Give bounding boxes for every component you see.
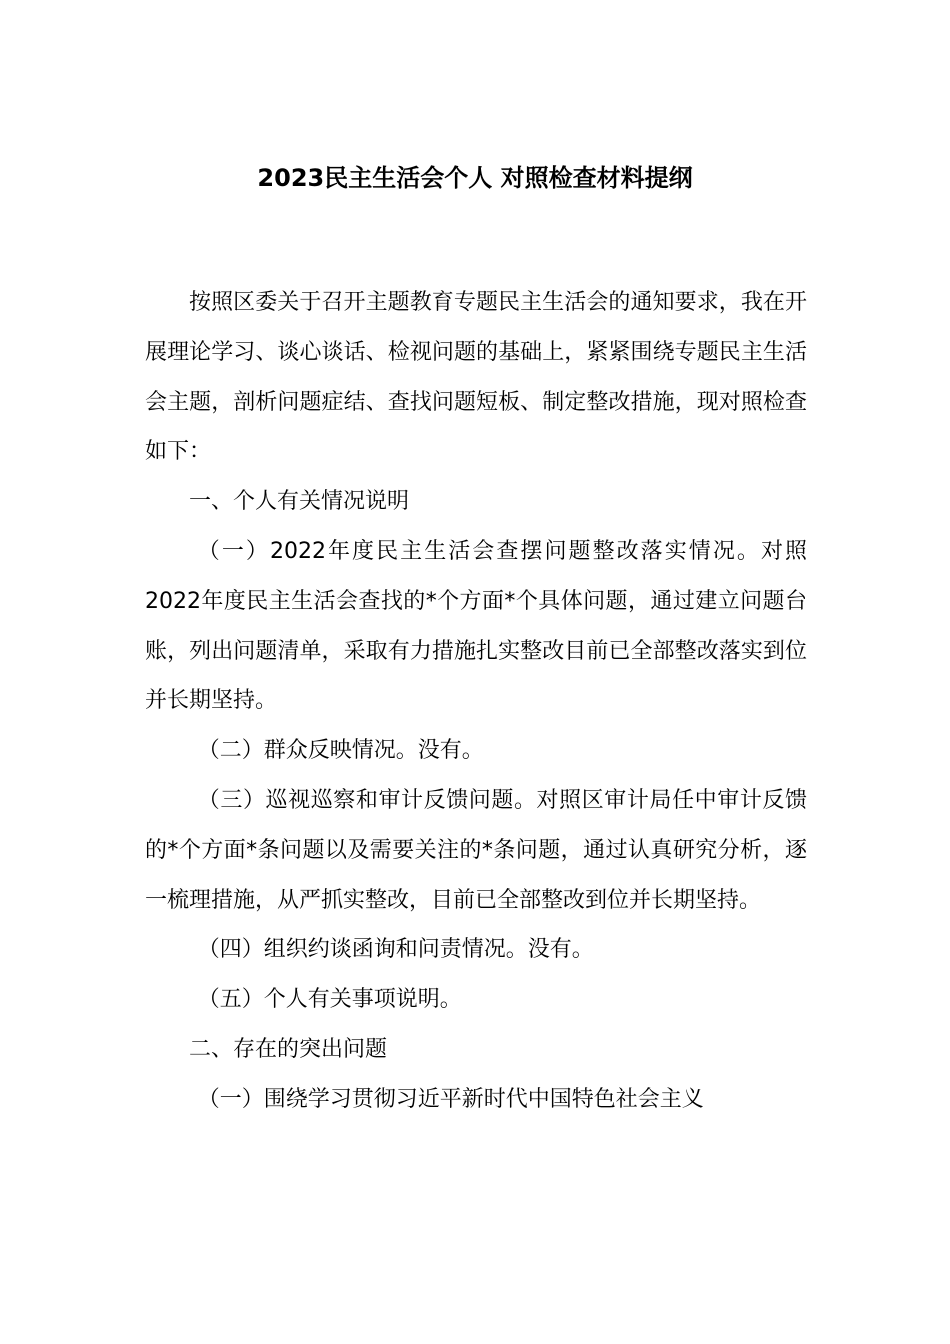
subsection-1-3: （三）巡视巡察和审计反馈问题。对照区审计局任中审计反馈的*个方面*条问题以及需要关注的*条问题，通过认真研究分析，逐一梳理措施，从严抓实整改，目前已全部整改到位并长期坚持。 (145, 787, 807, 913)
subsection-1-4: （四）组织约谈函询和问责情况。没有。 (197, 937, 594, 963)
paragraph-intro: 按照区委关于召开主题教育专题民主生活会的通知要求，我在开展理论学习、谈心谈话、检视问题的基础上，紧紧围绕专题民主生活会主题，剖析问题症结、查找问题短板、制定整改措施，现对照检查如下： (145, 290, 807, 465)
section-heading-1: 一、个人有关情况说明 (189, 489, 410, 515)
document-body (145, 278, 807, 1125)
section-heading-2: 二、存在的突出问题 (189, 1036, 388, 1062)
subsection-1-5: （五）个人有关事项说明。 (197, 987, 462, 1013)
subsection-1-1: （一）2022年度民主生活会查摆问题整改落实情况。对照2022年度民主生活会查找的*个方面*个具体问题，通过建立问题台账，列出问题清单，采取有力措施扎实整改目前已全部整改落实到位并长期坚持。 (145, 538, 807, 714)
document-title: 2023民主生活会个人 对照检查材料提纲 (257, 164, 693, 192)
subsection-1-2: （二）群众反映情况。没有。 (197, 738, 484, 764)
subsection-2-1: （一）围绕学习贯彻习近平新时代中国特色社会主义 (197, 1086, 704, 1112)
